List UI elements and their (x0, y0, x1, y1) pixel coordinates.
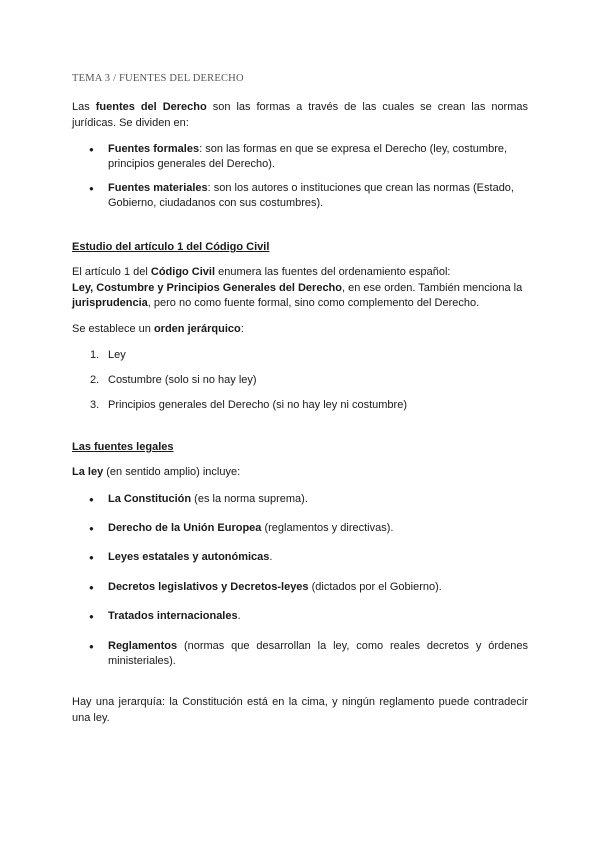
legales-list (72, 609, 528, 624)
intro-text: son las formas a través de las cuales se crean las normas jurídicas. Se dividen en: (72, 101, 529, 129)
list-item: 2. Costumbre (solo si no hay ley) (90, 374, 257, 386)
list-item: 3. Principios generales del Derecho (si no hay ley ni costumbre) (90, 399, 407, 411)
list-item: ● Fuentes formales: son las formas en que se expresa el Derecho (ley, costumbre, principios generales del Derecho). (72, 142, 528, 172)
fuentes-list (72, 181, 528, 211)
legales-list (72, 550, 528, 565)
section-heading: Las fuentes legales (72, 441, 174, 453)
legales-list (72, 521, 528, 536)
ley-paragraph: La ley (en sentido amplio) incluye: (72, 466, 241, 478)
closing-paragraph: Hay una jerarquía: la Constitución está en la cima, y ningún reglamento puede contradecir una ley. (72, 696, 528, 724)
legales-list (72, 639, 528, 669)
document-title: TEMA 3 / FUENTES DEL DERECHO (72, 73, 244, 84)
fuentes-list (72, 142, 528, 172)
list-item: ● Derecho de la Unión Europea (reglamentos y directivas). (72, 521, 528, 536)
orden-paragraph: Se establece un orden jerárquico: (72, 323, 244, 335)
legales-list (72, 492, 528, 507)
list-item: ● La Constitución (es la norma suprema). (72, 492, 528, 507)
list-item: ● Fuentes materiales: son los autores o instituciones que crean las normas (Estado, Gobierno, ciudadanos con sus costumbres). (72, 181, 528, 211)
list-item: ● Leyes estatales y autonómicas. (72, 550, 528, 565)
estudio-paragraph: El artículo 1 del Código Civil enumera las fuentes del ordenamiento español: Ley, Costumbre y Principios Generales del Derecho, en ese orden. También menciona la jurisprudencia, pero no como fuente formal, sino como complemento del Derecho. (72, 266, 523, 309)
orden-list (72, 398, 528, 413)
intro-paragraph (72, 100, 528, 131)
orden-list (72, 373, 528, 388)
list-item: 1. Ley (90, 349, 126, 361)
legales-list (72, 580, 528, 595)
list-item: ● Decretos legislativos y Decretos-leyes (dictados por el Gobierno). (72, 580, 528, 595)
intro-text: Las (72, 101, 96, 113)
orden-list (72, 348, 528, 363)
list-item: ● Reglamentos (normas que desarrollan la ley, como reales decretos y órdenes ministeriales). (72, 639, 528, 669)
section-heading: Estudio del artículo 1 del Código Civil (72, 241, 270, 253)
intro-bold: fuentes del Derecho (95, 101, 207, 113)
list-item: ● Tratados internacionales. (72, 609, 528, 624)
